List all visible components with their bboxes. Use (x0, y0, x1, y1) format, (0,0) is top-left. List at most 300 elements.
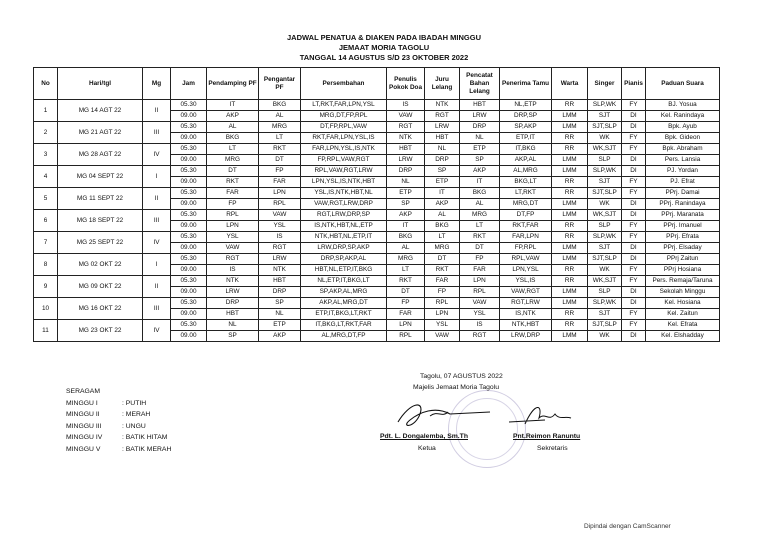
table-cell: RKT (425, 265, 460, 276)
table-cell: LMM (552, 155, 588, 166)
table-cell: FP,RPL (500, 243, 552, 254)
week-date: MG 21 AGT 22 (58, 122, 143, 144)
table-cell: ETP,IT (500, 133, 552, 144)
table-cell: LT,RKT,FAR,LPN,YSL (301, 100, 387, 111)
table-cell: RPL,VAW (500, 254, 552, 265)
table-cell: ETP (460, 144, 500, 155)
table-cell: BKG (460, 188, 500, 199)
table-cell: RGT,LRW (500, 298, 552, 309)
column-header: Penulis Pokok Doa (387, 68, 425, 100)
table-cell: IT,BKG,LT,RKT,FAR (301, 320, 387, 331)
table-cell: MRG (460, 210, 500, 221)
table-cell: ETP (387, 188, 425, 199)
table-cell: VAW (207, 243, 259, 254)
week-number: 5 (34, 188, 58, 210)
table-cell: Bpk. Abraham (646, 144, 720, 155)
table-cell: WK,SJT (588, 144, 622, 155)
table-cell: FY (622, 133, 646, 144)
table-cell: HBT (207, 309, 259, 320)
week-mg: IV (143, 232, 171, 254)
table-cell: FY (622, 320, 646, 331)
table-cell: AL (460, 199, 500, 210)
table-cell: SJT (588, 309, 622, 320)
week-mg: I (143, 166, 171, 188)
table-cell: FAR,LPN,YSL,IS,NTK (301, 144, 387, 155)
table-cell: RGT (425, 111, 460, 122)
table-cell: RPL (387, 331, 425, 342)
table-cell: LPN (460, 276, 500, 287)
table-cell: LPN (259, 188, 301, 199)
table-cell: FAR (460, 265, 500, 276)
table-cell: SLP (588, 287, 622, 298)
table-cell: 05.30 (171, 320, 207, 331)
table-cell: BKG,LT (500, 177, 552, 188)
table-cell: 05.30 (171, 122, 207, 133)
table-cell: SJT,SLP (588, 188, 622, 199)
table-cell: DRP (259, 287, 301, 298)
week-date: MG 25 SEPT 22 (58, 232, 143, 254)
table-cell: ETP,IT,BKG,LT,RKT (301, 309, 387, 320)
week-mg: IV (143, 144, 171, 166)
legend-item (66, 398, 171, 410)
table-cell: LMM (552, 111, 588, 122)
table-cell: 05.30 (171, 210, 207, 221)
table-cell: RGT (460, 331, 500, 342)
table-cell: FY (622, 265, 646, 276)
column-header: Paduan Suara (646, 68, 720, 100)
legend-uniform: : BATIK MERAH (122, 445, 172, 453)
table-cell: IS (387, 100, 425, 111)
legend-title: SERAGAM (66, 388, 100, 395)
week-number: 4 (34, 166, 58, 188)
table-cell: FY (622, 100, 646, 111)
table-cell: LMM (552, 243, 588, 254)
table-cell: YSL,IS (500, 276, 552, 287)
table-cell: RKT (387, 276, 425, 287)
table-cell: AL (425, 210, 460, 221)
week-mg: III (143, 298, 171, 320)
table-cell: Pers. Remaja/Taruna (646, 276, 720, 287)
table-cell: 09.00 (171, 199, 207, 210)
table-cell: RGT (387, 122, 425, 133)
week-date: MG 11 SEPT 22 (58, 188, 143, 210)
table-cell: HBT (460, 100, 500, 111)
table-cell: LPN (425, 309, 460, 320)
week-date: MG 14 AGT 22 (58, 100, 143, 122)
table-cell: RR (552, 100, 588, 111)
doc-subtitle: JEMAAT MORIA TAGOLU (338, 43, 430, 52)
table-cell: 09.00 (171, 155, 207, 166)
table-cell: DI (622, 298, 646, 309)
column-header: Warta (552, 68, 588, 100)
table-cell: LRW (387, 155, 425, 166)
table-cell: 09.00 (171, 177, 207, 188)
column-header: Pianis (622, 68, 646, 100)
table-cell: WK,SJT (588, 210, 622, 221)
table-cell: DT (387, 287, 425, 298)
table-cell: NL (460, 133, 500, 144)
table-cell: Bpk. Gideon (646, 133, 720, 144)
table-cell: Sekolah Minggu (646, 287, 720, 298)
column-header: Juru Lelang (425, 68, 460, 100)
table-cell: DI (622, 210, 646, 221)
table-cell: 09.00 (171, 265, 207, 276)
table-cell: NTK (207, 276, 259, 287)
table-cell: LPN (207, 221, 259, 232)
table-cell: AL,MRG (500, 166, 552, 177)
table-cell: NTK (259, 265, 301, 276)
table-cell: PPrj. Ranindaya (646, 199, 720, 210)
table-cell: Pers. Lansia (646, 155, 720, 166)
table-cell: YSL,IS,NTK,HBT,NL (301, 188, 387, 199)
table-cell: MRG (425, 243, 460, 254)
table-cell: SLP,WK (588, 166, 622, 177)
table-cell: 05.30 (171, 254, 207, 265)
table-cell: LMM (552, 331, 588, 342)
table-cell: 05.30 (171, 100, 207, 111)
doc-title: JADWAL PENATUA & DIAKEN PADA IBADAH MINGGU (286, 33, 482, 42)
table-cell: FY (622, 221, 646, 232)
table-cell: BKG (259, 100, 301, 111)
table-cell: SP (259, 298, 301, 309)
column-header: Persembahan (301, 68, 387, 100)
table-cell: DI (622, 166, 646, 177)
table-cell: DRP,SP,AKP,AL (301, 254, 387, 265)
table-cell: IT (460, 177, 500, 188)
table-cell: IS,NTK,HBT,NL,ETP (301, 221, 387, 232)
table-cell: LMM (552, 254, 588, 265)
week-mg: IV (143, 320, 171, 342)
table-cell: DI (622, 155, 646, 166)
table-cell: LMM (552, 122, 588, 133)
table-cell: VAW (259, 210, 301, 221)
table-cell: FY (622, 144, 646, 155)
table-cell: WK (588, 331, 622, 342)
column-header: Singer (588, 68, 622, 100)
table-cell: MRG,DT,FP,RPL (301, 111, 387, 122)
week-number: 8 (34, 254, 58, 276)
table-cell: YSL (259, 221, 301, 232)
table-cell: RR (552, 144, 588, 155)
table-header-row (34, 68, 720, 100)
table-cell: LRW (460, 111, 500, 122)
table-cell: SJT,SLP (588, 122, 622, 133)
table-cell: RPL (259, 199, 301, 210)
table-cell: FAR (387, 309, 425, 320)
table-cell: SLP,WK (588, 298, 622, 309)
table-cell: MRG,DT (500, 199, 552, 210)
table-cell: DT (207, 166, 259, 177)
week-mg: III (143, 210, 171, 232)
table-cell: FP (207, 199, 259, 210)
table-cell: NTK,HBT (500, 320, 552, 331)
table-cell: DRP (460, 122, 500, 133)
table-cell: NTK (425, 100, 460, 111)
legend-item (66, 409, 171, 421)
table-cell: LPN,YSL,IS,NTK,HBT (301, 177, 387, 188)
table-cell: VAW (425, 331, 460, 342)
table-cell: LPN,YSL (500, 265, 552, 276)
week-number: 11 (34, 320, 58, 342)
column-header: Mg (143, 68, 171, 100)
table-cell: 09.00 (171, 309, 207, 320)
table-cell: HBT (259, 276, 301, 287)
table-cell: SLP,WK (588, 232, 622, 243)
table-cell: SJT (588, 177, 622, 188)
table-cell: YSL (425, 320, 460, 331)
table-cell: RGT,LRW,DRP,SP (301, 210, 387, 221)
week-date: MG 28 AGT 22 (58, 144, 143, 166)
week-number: 10 (34, 298, 58, 320)
table-cell: RKT (207, 177, 259, 188)
table-cell: RGT (259, 243, 301, 254)
table-cell: ETP (259, 320, 301, 331)
table-cell: LT (259, 133, 301, 144)
table-row (34, 188, 720, 199)
table-cell: DI (622, 122, 646, 133)
table-cell: NL,ETP (500, 100, 552, 111)
table-cell: BJ. Yosua (646, 100, 720, 111)
table-cell: DI (622, 287, 646, 298)
table-cell: DRP,SP (500, 111, 552, 122)
table-cell: YSL (460, 309, 500, 320)
table-cell: SJT,SLP (588, 320, 622, 331)
table-cell: IT,BKG (500, 144, 552, 155)
table-cell: PPrj. Efrata (646, 232, 720, 243)
table-cell: RPL (460, 287, 500, 298)
table-cell: RKT (460, 232, 500, 243)
table-cell: DI (622, 331, 646, 342)
table-cell: RR (552, 320, 588, 331)
week-mg: III (143, 122, 171, 144)
table-cell: AL (207, 122, 259, 133)
legend-uniform: : PUTIH (122, 399, 147, 407)
column-header: Hari/tgl (58, 68, 143, 100)
table-cell: LMM (552, 166, 588, 177)
legend-week: MINGGU V (66, 445, 101, 453)
table-cell: IS (207, 265, 259, 276)
signature-ketua (390, 392, 500, 434)
table-cell: AL,MRG,DT,FP (301, 331, 387, 342)
organization: Majelis Jemaat Moria Tagolu (413, 384, 500, 391)
table-cell: Bpk. Ayub (646, 122, 720, 133)
table-cell: FAR,LPN (500, 232, 552, 243)
signature-sekretaris (505, 398, 585, 432)
table-cell: FP (425, 287, 460, 298)
table-cell: LT (460, 221, 500, 232)
table-cell: YSL (207, 232, 259, 243)
table-cell: IT (387, 221, 425, 232)
table-cell: VAW,RGT,LRW,DRP (301, 199, 387, 210)
table-cell: ETP (425, 177, 460, 188)
table-cell: FAR (207, 188, 259, 199)
table-cell: SJT (588, 243, 622, 254)
table-cell: RKT (259, 144, 301, 155)
table-cell: LT (207, 144, 259, 155)
table-cell: 09.00 (171, 133, 207, 144)
table-cell: RR (552, 188, 588, 199)
week-number: 7 (34, 232, 58, 254)
table-cell: SP,AKP (500, 122, 552, 133)
table-cell: SLP (588, 155, 622, 166)
column-header: Penerima Tamu (500, 68, 552, 100)
table-cell: HBT (387, 144, 425, 155)
table-cell: FAR (259, 177, 301, 188)
table-cell: Kel. Zaitun (646, 309, 720, 320)
place-date: Tagolu, 07 AGUSTUS 2022 (420, 373, 503, 380)
table-cell: AL (259, 111, 301, 122)
table-cell: IS,NTK (500, 309, 552, 320)
table-cell: DI (622, 199, 646, 210)
week-number: 2 (34, 122, 58, 144)
table-cell: FP (387, 298, 425, 309)
table-cell: 09.00 (171, 111, 207, 122)
table-cell: RR (552, 133, 588, 144)
table-cell: 09.00 (171, 331, 207, 342)
week-date: MG 18 SEPT 22 (58, 210, 143, 232)
table-cell: PPrj Hosiana (646, 265, 720, 276)
table-cell: AKP (425, 199, 460, 210)
table-cell: LRW (425, 122, 460, 133)
table-cell: LT (387, 265, 425, 276)
table-row (34, 298, 720, 309)
table-cell: LT,RKT (500, 188, 552, 199)
schedule-table (33, 67, 720, 342)
table-cell: FP (460, 254, 500, 265)
table-cell: DT,FP,RPL,VAW (301, 122, 387, 133)
table-cell: RR (552, 276, 588, 287)
table-cell: FAR (425, 276, 460, 287)
table-cell: FY (622, 276, 646, 287)
table-cell: FY (622, 309, 646, 320)
week-number: 9 (34, 276, 58, 298)
table-cell: PJ. Efrat (646, 177, 720, 188)
table-cell: IS (460, 320, 500, 331)
sekretaris-role: Sekretaris (537, 445, 568, 452)
table-cell: SP,AKP,AL,MRG (301, 287, 387, 298)
table-cell: WK (588, 133, 622, 144)
table-row (34, 276, 720, 287)
week-date: MG 04 SEPT 22 (58, 166, 143, 188)
legend-uniform: : UNGU (122, 422, 146, 430)
ketua-role: Ketua (418, 445, 436, 452)
table-cell: WK,SJT (588, 276, 622, 287)
table-cell: DRP (387, 166, 425, 177)
doc-date-range: TANGGAL 14 AGUSTUS S/D 23 OKTOBER 2022 (299, 53, 469, 62)
table-cell: NL (207, 320, 259, 331)
table-row (34, 232, 720, 243)
table-cell: VAW,RGT (500, 287, 552, 298)
table-cell: SP (460, 155, 500, 166)
legend-week: MINGGU III (66, 422, 102, 430)
table-cell: Kel. Efrata (646, 320, 720, 331)
table-cell: LMM (552, 210, 588, 221)
week-mg: II (143, 188, 171, 210)
table-cell: LMM (552, 199, 588, 210)
table-cell: Kel. Hosiana (646, 298, 720, 309)
table-cell: LT (425, 232, 460, 243)
table-cell: IT (425, 188, 460, 199)
column-header: Pendamping PF (207, 68, 259, 100)
table-cell: NL (387, 177, 425, 188)
table-cell: RPL (207, 210, 259, 221)
table-cell: RR (552, 265, 588, 276)
table-cell: NTK,HBT,NL,ETP,IT (301, 232, 387, 243)
table-cell: PPrj. Elsaday (646, 243, 720, 254)
table-cell: MRG (207, 155, 259, 166)
legend-item (66, 421, 171, 433)
table-cell: DI (622, 243, 646, 254)
table-cell: BKG (207, 133, 259, 144)
table-cell: LMM (552, 298, 588, 309)
table-cell: WK (588, 265, 622, 276)
table-cell: SLP (588, 221, 622, 232)
table-cell: 09.00 (171, 243, 207, 254)
column-header: Pencatat Bahan Lelang (460, 68, 500, 100)
table-cell: RR (552, 232, 588, 243)
table-cell: LRW (207, 287, 259, 298)
table-cell: 05.30 (171, 166, 207, 177)
table-cell: NL,ETP,IT,BKG,LT (301, 276, 387, 287)
table-cell: AKP,AL (500, 155, 552, 166)
scanner-footer: Dipindai dengan CamScanner (584, 523, 671, 530)
week-mg: I (143, 254, 171, 276)
table-cell: DRP (207, 298, 259, 309)
table-cell: FY (622, 177, 646, 188)
table-cell: MRG (259, 122, 301, 133)
table-cell: FY (622, 232, 646, 243)
table-row (34, 122, 720, 133)
table-cell: AKP (460, 166, 500, 177)
table-cell: BKG (425, 221, 460, 232)
table-cell: PJ. Yordan (646, 166, 720, 177)
table-cell: DT (259, 155, 301, 166)
table-cell: HBT,NL,ETP,IT,BKG (301, 265, 387, 276)
table-cell: 05.30 (171, 276, 207, 287)
table-cell: VAW (460, 298, 500, 309)
table-cell: VAW (387, 111, 425, 122)
table-cell: FY (622, 188, 646, 199)
table-cell: 05.30 (171, 232, 207, 243)
table-cell: LRW (259, 254, 301, 265)
table-cell: MRG (387, 254, 425, 265)
table-cell: LRW,DRP (500, 331, 552, 342)
table-cell: 05.30 (171, 188, 207, 199)
legend-item (66, 444, 171, 456)
legend-week: MINGGU I (66, 399, 98, 407)
table-cell: SJT,SLP (588, 254, 622, 265)
table-row (34, 210, 720, 221)
table-cell: SLP,WK (588, 100, 622, 111)
week-number: 6 (34, 210, 58, 232)
table-cell: PPrj. Maranata (646, 210, 720, 221)
week-mg: II (143, 276, 171, 298)
table-row (34, 320, 720, 331)
sekretaris-name: Pnt.Reimon Ranuntu (513, 433, 581, 440)
table-cell: RR (552, 177, 588, 188)
week-mg: II (143, 100, 171, 122)
table-cell: DT (460, 243, 500, 254)
table-cell: LPN (387, 320, 425, 331)
table-cell: SP (425, 166, 460, 177)
table-row (34, 100, 720, 111)
week-date: MG 02 OKT 22 (58, 254, 143, 276)
table-cell: RKT,FAR (500, 221, 552, 232)
table-cell: 09.00 (171, 287, 207, 298)
table-cell: AKP (207, 111, 259, 122)
table-cell: PPrj. Imanuel (646, 221, 720, 232)
table-cell: AKP (259, 331, 301, 342)
